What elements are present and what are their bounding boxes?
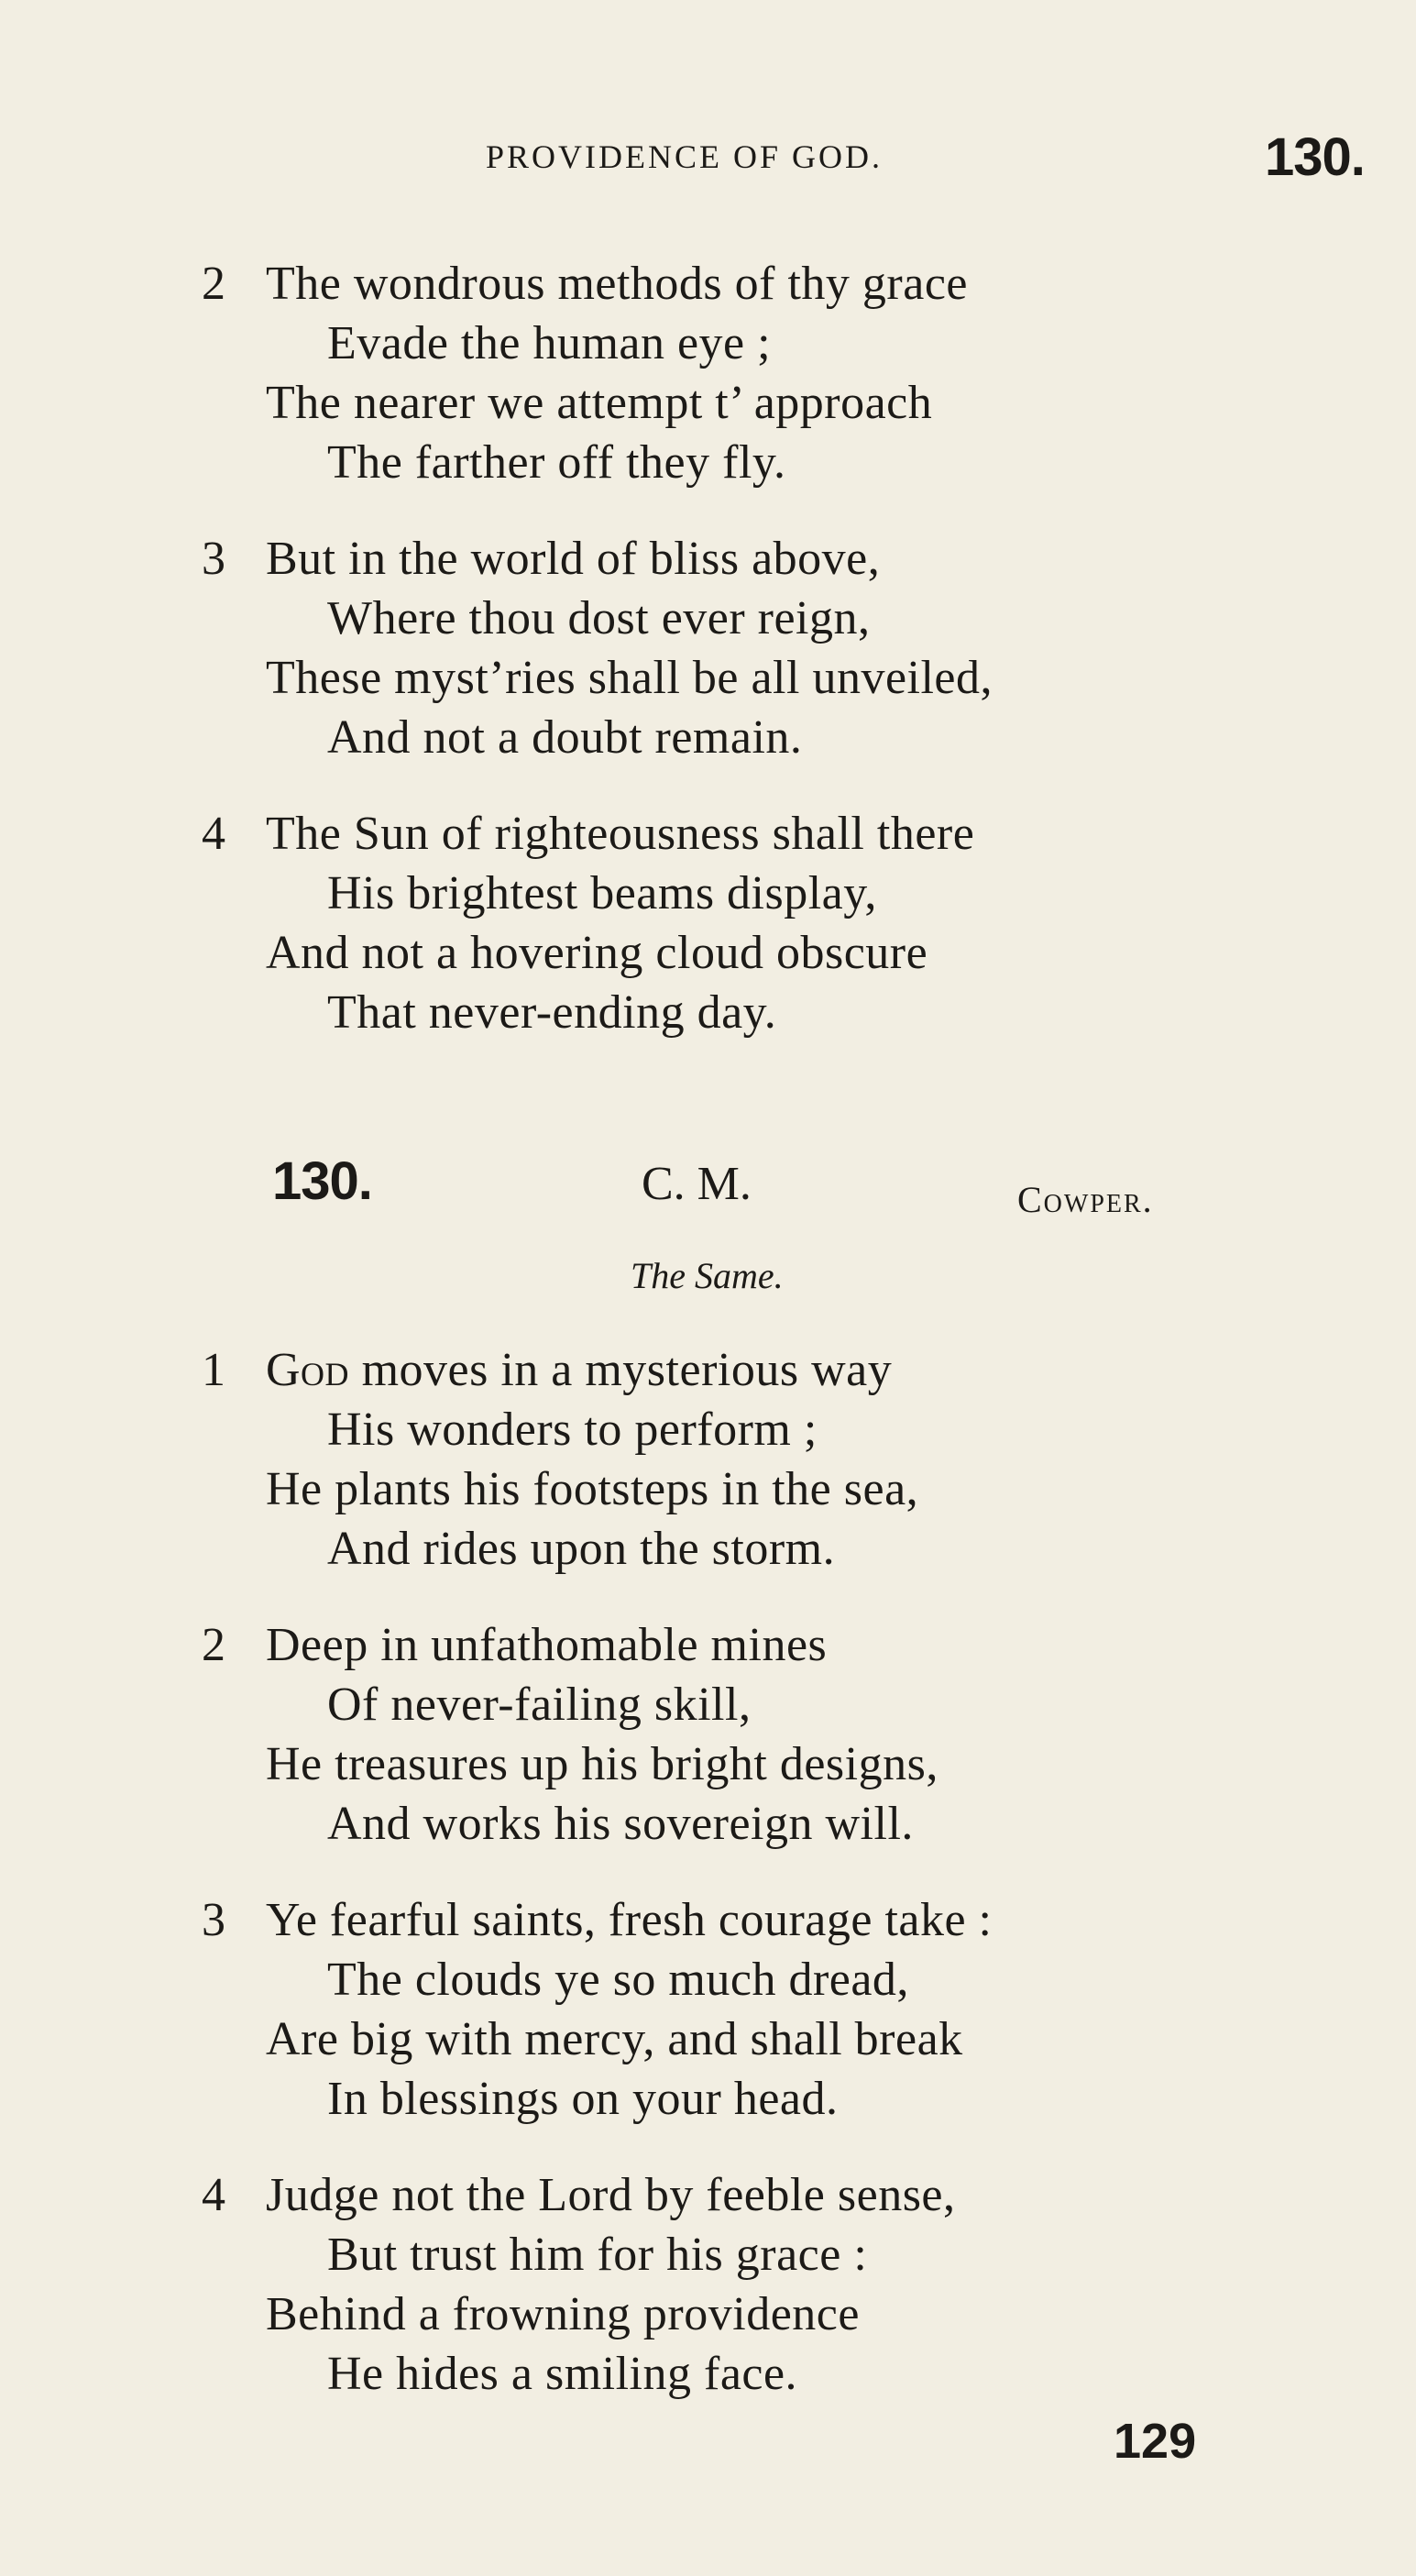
verse-line: Ye fearful saints, fresh courage take : <box>266 1894 993 1946</box>
stanza-number: 4 <box>202 2169 225 2221</box>
stanza-number: 4 <box>202 808 225 860</box>
stanza-number: 2 <box>202 258 225 310</box>
verse-line: And not a hovering cloud obscure <box>266 927 928 979</box>
verse-line: These myst’ries shall be all unveiled, <box>266 652 993 704</box>
first-word: God <box>266 1344 350 1396</box>
verse-line: The clouds ye so much dread, <box>327 1954 909 2006</box>
verse-line: Of never-failing skill, <box>327 1679 752 1731</box>
verse-line: Evade the human eye ; <box>327 317 772 369</box>
verse-line: He treasures up his bright designs, <box>266 1738 939 1790</box>
verse-line: And rides upon the storm. <box>327 1523 836 1575</box>
verse-line <box>266 1343 892 1397</box>
verse-line: In blessings on your head. <box>327 2073 839 2125</box>
verse-line-rest: moves in a mysterious way <box>349 1344 893 1396</box>
verse-line: And not a doubt remain. <box>327 711 803 764</box>
verse-line: That never-ending day. <box>327 986 777 1039</box>
stanza-number: 3 <box>202 1894 225 1946</box>
header-hymn-number: 130. <box>1265 127 1365 187</box>
verse-line: The Sun of righteousness shall there <box>266 808 975 860</box>
hymn-meter: C. M. <box>642 1158 752 1210</box>
verse-line: The wondrous methods of thy grace <box>266 258 968 310</box>
hymn-subtitle: The Same. <box>631 1255 784 1296</box>
verse-line: The nearer we attempt t’ approach <box>266 377 933 429</box>
verse-line: But in the world of bliss above, <box>266 533 881 585</box>
verse-line: The farther off they fly. <box>327 436 786 489</box>
verse-line: Behind a frowning providence <box>266 2288 860 2340</box>
verse-line: And works his sovereign will. <box>327 1798 914 1850</box>
verse-line: He plants his footsteps in the sea, <box>266 1463 919 1515</box>
stanza-number: 3 <box>202 533 225 585</box>
verse-line: Are big with mercy, and shall break <box>266 2013 963 2065</box>
verse-line: His brightest beams display, <box>327 867 877 919</box>
running-title: PROVIDENCE OF GOD. <box>486 138 884 175</box>
verse-line: Deep in unfathomable mines <box>266 1619 828 1671</box>
hymn-author: Cowper. <box>1017 1179 1154 1220</box>
verse-line: But trust him for his grace : <box>327 2229 868 2281</box>
stanza-number: 2 <box>202 1619 225 1671</box>
page-number: 129 <box>1114 2414 1197 2469</box>
verse-line: Judge not the Lord by feeble sense, <box>266 2169 956 2221</box>
hymn-number: 130. <box>272 1151 372 1211</box>
verse-line: Where thou dost ever reign, <box>327 592 871 644</box>
stanza-number: 1 <box>202 1344 225 1396</box>
verse-line: He hides a smiling face. <box>327 2348 798 2400</box>
verse-line: His wonders to perform ; <box>327 1404 818 1456</box>
